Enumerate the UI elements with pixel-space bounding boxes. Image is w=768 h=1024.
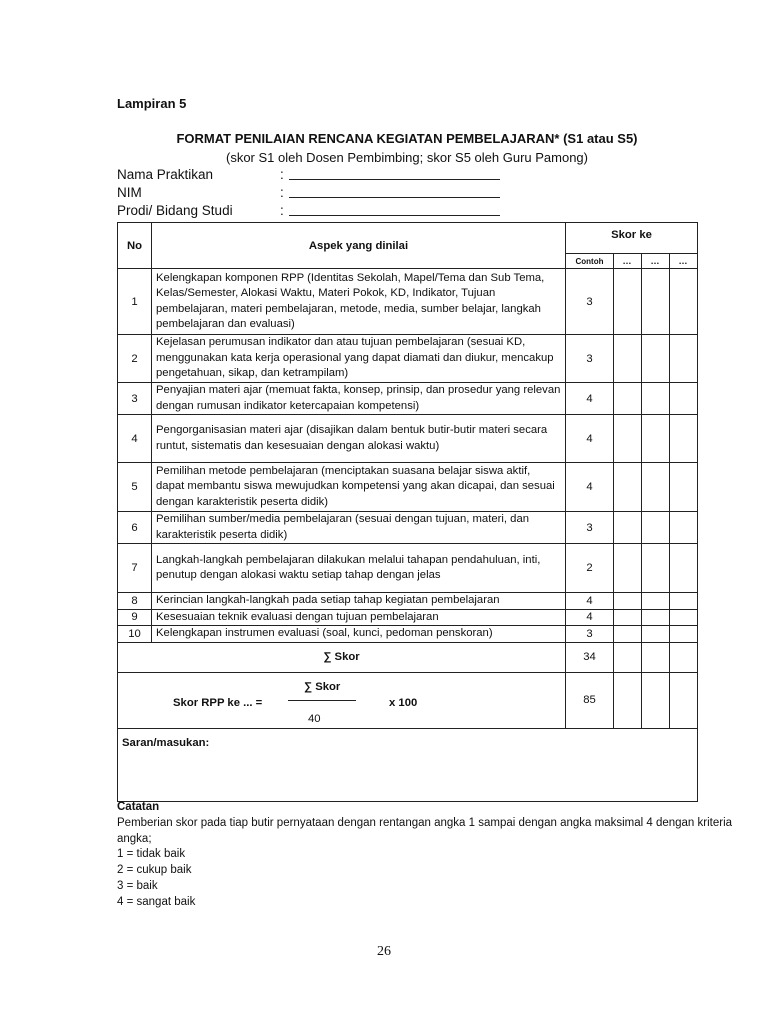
row-example-score: 3	[566, 335, 614, 383]
header-aspect: Aspek yang dinilai	[152, 223, 566, 269]
criteria-item: 3 = baik	[117, 879, 158, 892]
assessment-table	[117, 222, 698, 802]
field-label: Nama Praktikan	[117, 167, 214, 182]
field-blank-line[interactable]	[289, 179, 500, 180]
saran-row	[118, 728, 698, 801]
row-number: 8	[118, 593, 152, 610]
table-row	[118, 512, 698, 544]
row-example-score: 4	[566, 593, 614, 610]
sum-row	[118, 642, 698, 672]
header-contoh: Contoh	[566, 254, 614, 269]
score-cell[interactable]	[670, 593, 698, 610]
score-cell[interactable]	[614, 383, 642, 415]
row-example-score: 4	[566, 609, 614, 626]
sum-score-cell[interactable]	[614, 642, 642, 672]
page-number: 26	[377, 944, 391, 959]
row-aspect: Pemilihan metode pembelajaran (menciptakan suasana belajar siswa aktif, dapat membantu siswa mewujudkan kompetensi yang akan dicapai, dan sesuai dengan karakteristik peserta didik)	[152, 463, 566, 512]
table-row	[118, 463, 698, 512]
table-row	[118, 544, 698, 593]
score-cell[interactable]	[642, 269, 670, 335]
fraction-bar	[288, 700, 356, 701]
score-cell[interactable]	[642, 415, 670, 463]
row-aspect: Kelengkapan instrumen evaluasi (soal, kunci, pedoman penskoran)	[152, 626, 566, 643]
formula-score-cell[interactable]	[614, 672, 642, 728]
header-dots: …	[642, 254, 670, 269]
table-row	[118, 626, 698, 643]
row-number: 4	[118, 415, 152, 463]
field-label: NIM	[117, 185, 142, 200]
criteria-item: 1 = tidak baik	[117, 848, 186, 861]
score-cell[interactable]	[614, 512, 642, 544]
score-cell[interactable]	[642, 593, 670, 610]
score-cell[interactable]	[642, 463, 670, 512]
formula-numerator: ∑ Skor	[304, 680, 341, 693]
row-aspect: Pemilihan sumber/media pembelajaran (sesuai dengan tujuan, materi, dan karakteristik peserta didik)	[152, 512, 566, 544]
notes-section	[117, 800, 737, 911]
score-cell[interactable]	[614, 269, 642, 335]
form-subtitle: (skor S1 oleh Dosen Pembimbing; skor S5 oleh Guru Pamong)	[225, 150, 588, 165]
score-cell[interactable]	[670, 335, 698, 383]
field-colon: :	[280, 185, 284, 200]
notes-intro: Pemberian skor pada tiap butir pernyataan dengan rentangan angka 1 sampai dengan angka maksimal 4 dengan kriteria angka;	[117, 816, 733, 845]
row-aspect: Pengorganisasian materi ajar (disajikan dalam bentuk butir-butir materi secara runtut, sistematis dan kesesuaian dengan alokasi waktu)	[152, 415, 566, 463]
score-cell[interactable]	[614, 593, 642, 610]
row-number: 5	[118, 463, 152, 512]
score-cell[interactable]	[642, 626, 670, 643]
notes-title: Catatan	[117, 801, 160, 813]
score-cell[interactable]	[614, 609, 642, 626]
formula-label: Skor RPP ke ... =	[173, 696, 263, 709]
header-dots: …	[670, 254, 698, 269]
sum-score-cell[interactable]	[670, 642, 698, 672]
score-cell[interactable]	[614, 463, 642, 512]
table-row	[118, 335, 698, 383]
row-number: 2	[118, 335, 152, 383]
row-number: 7	[118, 544, 152, 593]
score-cell[interactable]	[614, 415, 642, 463]
row-example-score: 3	[566, 626, 614, 643]
row-aspect: Kejelasan perumusan indikator dan atau tujuan pembelajaran (sesuai KD, menggunakan kata kerja operasional yang dapat diamati dan diukur, mencakup pengetahuan, sikap, dan ketrampilam)	[152, 335, 566, 383]
score-cell[interactable]	[614, 626, 642, 643]
field-blank-line[interactable]	[289, 197, 500, 198]
row-number: 9	[118, 609, 152, 626]
table-row	[118, 383, 698, 415]
header-no: No	[118, 223, 152, 269]
row-aspect: Langkah-langkah pembelajaran dilakukan melalui tahapan pendahuluan, inti, penutup dengan alokasi waktu setiap tahap dengan jelas	[152, 544, 566, 593]
score-cell[interactable]	[642, 383, 670, 415]
formula-multiplier: x 100	[389, 696, 418, 709]
score-cell[interactable]	[614, 544, 642, 593]
score-cell[interactable]	[670, 463, 698, 512]
formula-row	[118, 672, 698, 728]
saran-label: Saran/masukan:	[122, 736, 210, 749]
row-aspect: Kesesuaian teknik evaluasi dengan tujuan pembelajaran	[152, 609, 566, 626]
row-example-score: 4	[566, 415, 614, 463]
saran-cell[interactable]	[118, 728, 698, 801]
score-cell[interactable]	[642, 544, 670, 593]
score-cell[interactable]	[670, 269, 698, 335]
score-cell[interactable]	[642, 335, 670, 383]
row-aspect: Kelengkapan komponen RPP (Identitas Sekolah, Mapel/Tema dan Sub Tema, Kelas/Semester, Alokasi Waktu, Materi Pokok, KD, Indikator, Tujuan pembelajaran, materi pembelajaran, metode, media, sumber belajar, langkah pembelajaran dan evaluasi)	[152, 269, 566, 335]
score-formula	[118, 673, 565, 728]
row-example-score: 2	[566, 544, 614, 593]
row-aspect: Kerincian langkah-langkah pada setiap tahap kegiatan pembelajaran	[152, 593, 566, 610]
row-example-score: 4	[566, 463, 614, 512]
table-row	[118, 415, 698, 463]
score-cell[interactable]	[614, 335, 642, 383]
row-number: 3	[118, 383, 152, 415]
score-cell[interactable]	[670, 609, 698, 626]
row-example-score: 3	[566, 512, 614, 544]
field-blank-line[interactable]	[289, 215, 500, 216]
row-number: 6	[118, 512, 152, 544]
field-colon: :	[280, 203, 284, 218]
row-number: 1	[118, 269, 152, 335]
formula-denominator: 40	[308, 712, 321, 725]
row-aspect: Penyajian materi ajar (memuat fakta, konsep, prinsip, dan prosedur yang relevan dengan rumusan indikator ketercapaian kompetensi)	[152, 383, 566, 415]
form-title: FORMAT PENILAIAN RENCANA KEGIATAN PEMBELAJARAN* (S1 atau S5)	[176, 131, 638, 146]
table-row	[118, 609, 698, 626]
score-cell[interactable]	[642, 609, 670, 626]
sum-example-value: 34	[566, 642, 614, 672]
criteria-item: 4 = sangat baik	[117, 895, 196, 908]
formula-score-cell[interactable]	[642, 672, 670, 728]
score-cell[interactable]	[670, 512, 698, 544]
formula-score-cell[interactable]	[670, 672, 698, 728]
table-row	[118, 593, 698, 610]
sum-score-cell[interactable]	[642, 642, 670, 672]
score-cell[interactable]	[670, 626, 698, 643]
header-dots: …	[614, 254, 642, 269]
row-example-score: 4	[566, 383, 614, 415]
row-example-score: 3	[566, 269, 614, 335]
header-skor: Skor ke	[566, 223, 698, 254]
sum-label: ∑ Skor	[118, 642, 566, 672]
criteria-item: 2 = cukup baik	[117, 864, 192, 877]
formula-cell	[118, 672, 566, 728]
score-cell[interactable]	[642, 512, 670, 544]
field-label: Prodi/ Bidang Studi	[117, 203, 233, 218]
score-cell[interactable]	[670, 415, 698, 463]
score-cell[interactable]	[670, 544, 698, 593]
row-number: 10	[118, 626, 152, 643]
table-row	[118, 269, 698, 335]
field-colon: :	[280, 167, 284, 182]
score-cell[interactable]	[670, 383, 698, 415]
appendix-label: Lampiran 5	[117, 96, 187, 111]
formula-example-value: 85	[566, 672, 614, 728]
